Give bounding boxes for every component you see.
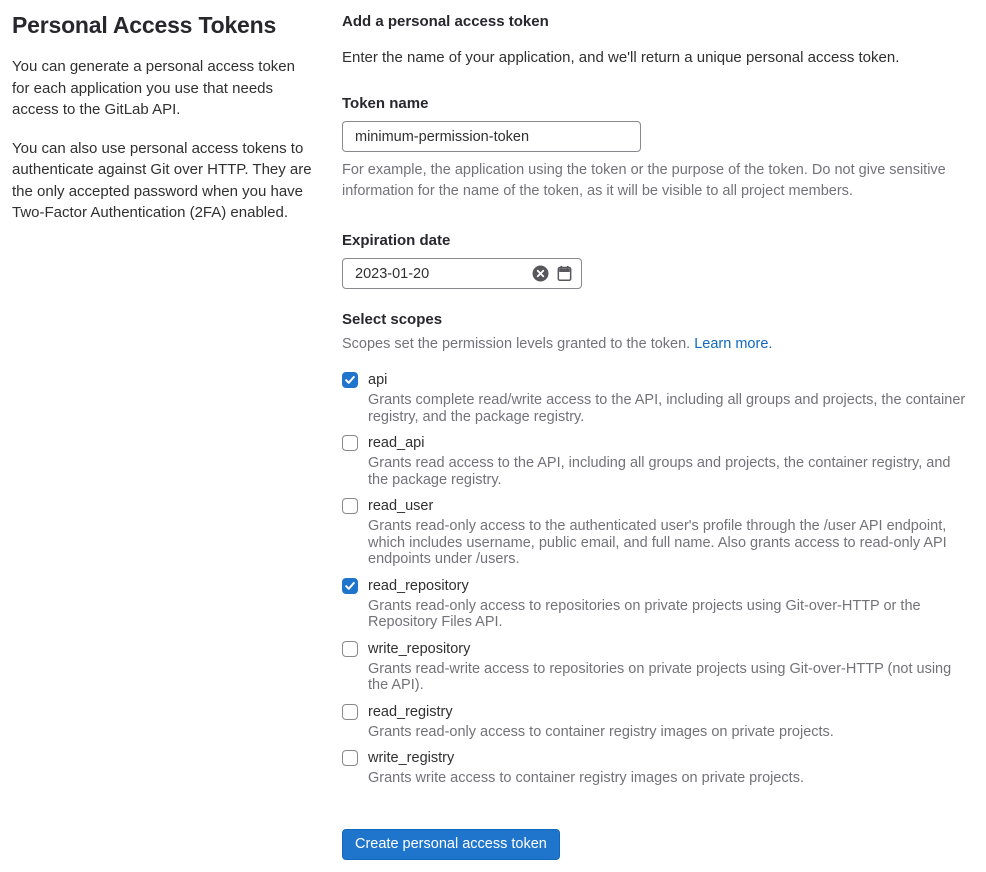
select-scopes-group [342, 310, 968, 787]
scopes-help [342, 334, 968, 355]
scope-checkbox-read_registry[interactable] [342, 704, 358, 720]
scope-row [342, 702, 968, 741]
scope-description: Grants read-write access to repositories on private projects using Git-over-HTTP (not using the API). [368, 660, 952, 693]
scope-text [368, 576, 968, 631]
expiration-date-field [342, 258, 582, 289]
scope-label[interactable]: write_repository [368, 640, 471, 657]
scope-label[interactable]: api [368, 372, 388, 388]
scope-text [368, 370, 968, 425]
scope-label[interactable]: read_api [368, 435, 425, 451]
scope-description: Grants read-only access to the authenticated user's profile through the /user API endpoint, which includes username, public email, and full name. Also grants access to read-only API endpoints under /users. [368, 518, 947, 567]
scope-description: Grants read access to the API, including all groups and projects, the container registry, and the package registry. [368, 455, 951, 488]
scope-text [368, 748, 804, 787]
scope-row [342, 639, 968, 694]
token-form-column [342, 12, 968, 860]
scope-description: Grants write access to container registry images on private projects. [368, 770, 804, 786]
expiration-date-icons [532, 258, 573, 289]
page-description-2: You can also use personal access tokens to authenticate against Git over HTTP. They are the only accepted password when you have Two-Factor Authentication (2FA) enabled. [12, 139, 312, 221]
token-name-input[interactable] [342, 121, 641, 152]
scope-row [342, 748, 968, 787]
form-heading: Add a personal access token [342, 13, 549, 30]
scope-row [342, 496, 968, 568]
calendar-icon[interactable] [556, 265, 573, 282]
scopes-list [342, 370, 968, 787]
page-description-1: You can generate a personal access token for each application you use that needs access to the GitLab API. [12, 58, 295, 118]
scope-checkbox-read_user[interactable] [342, 498, 358, 514]
create-token-button[interactable]: Create personal access token [342, 829, 560, 860]
scope-label[interactable]: read_user [368, 498, 434, 514]
scope-row [342, 370, 968, 425]
scope-description: Grants read-only access to repositories on private projects using Git-over-HTTP or the Repository Files API. [368, 597, 921, 630]
token-name-help: For example, the application using the token or the purpose of the token. Do not give sensitive information for the name of the token, as it will be visible to all project members. [342, 162, 946, 199]
scope-text [368, 433, 968, 488]
checkmark-icon [344, 374, 356, 386]
scope-checkbox-write_registry[interactable] [342, 750, 358, 766]
scope-text [368, 639, 968, 694]
scope-text [368, 496, 968, 568]
scope-label[interactable]: read_registry [368, 703, 453, 720]
checkmark-icon [344, 580, 356, 592]
scope-description: Grants complete read/write access to the API, including all groups and projects, the container registry, and the package registry. [368, 392, 966, 425]
page-title: Personal Access Tokens [12, 12, 277, 38]
token-name-group [342, 94, 968, 202]
select-scopes-label: Select scopes [342, 311, 443, 328]
expiration-date-label: Expiration date [342, 232, 451, 249]
scope-checkbox-api[interactable] [342, 372, 358, 388]
scope-description: Grants read-only access to container registry images on private projects. [368, 723, 834, 740]
scope-checkbox-read_api[interactable] [342, 435, 358, 451]
scope-row [342, 433, 968, 488]
token-name-label: Token name [342, 95, 429, 112]
scope-row [342, 576, 968, 631]
scope-text [368, 702, 834, 741]
scope-checkbox-write_repository[interactable] [342, 641, 358, 657]
learn-more-link[interactable]: Learn more. [694, 336, 773, 352]
settings-description-column [12, 12, 314, 860]
scope-checkbox-read_repository[interactable] [342, 578, 358, 594]
clear-icon[interactable] [532, 265, 549, 282]
scopes-help-text: Scopes set the permission levels granted to the token. [342, 336, 691, 352]
scope-label[interactable]: write_registry [368, 750, 455, 766]
expiration-date-group [342, 231, 968, 289]
form-intro: Enter the name of your application, and we'll return a unique personal access token. [342, 49, 900, 66]
scope-label[interactable]: read_repository [368, 577, 469, 594]
